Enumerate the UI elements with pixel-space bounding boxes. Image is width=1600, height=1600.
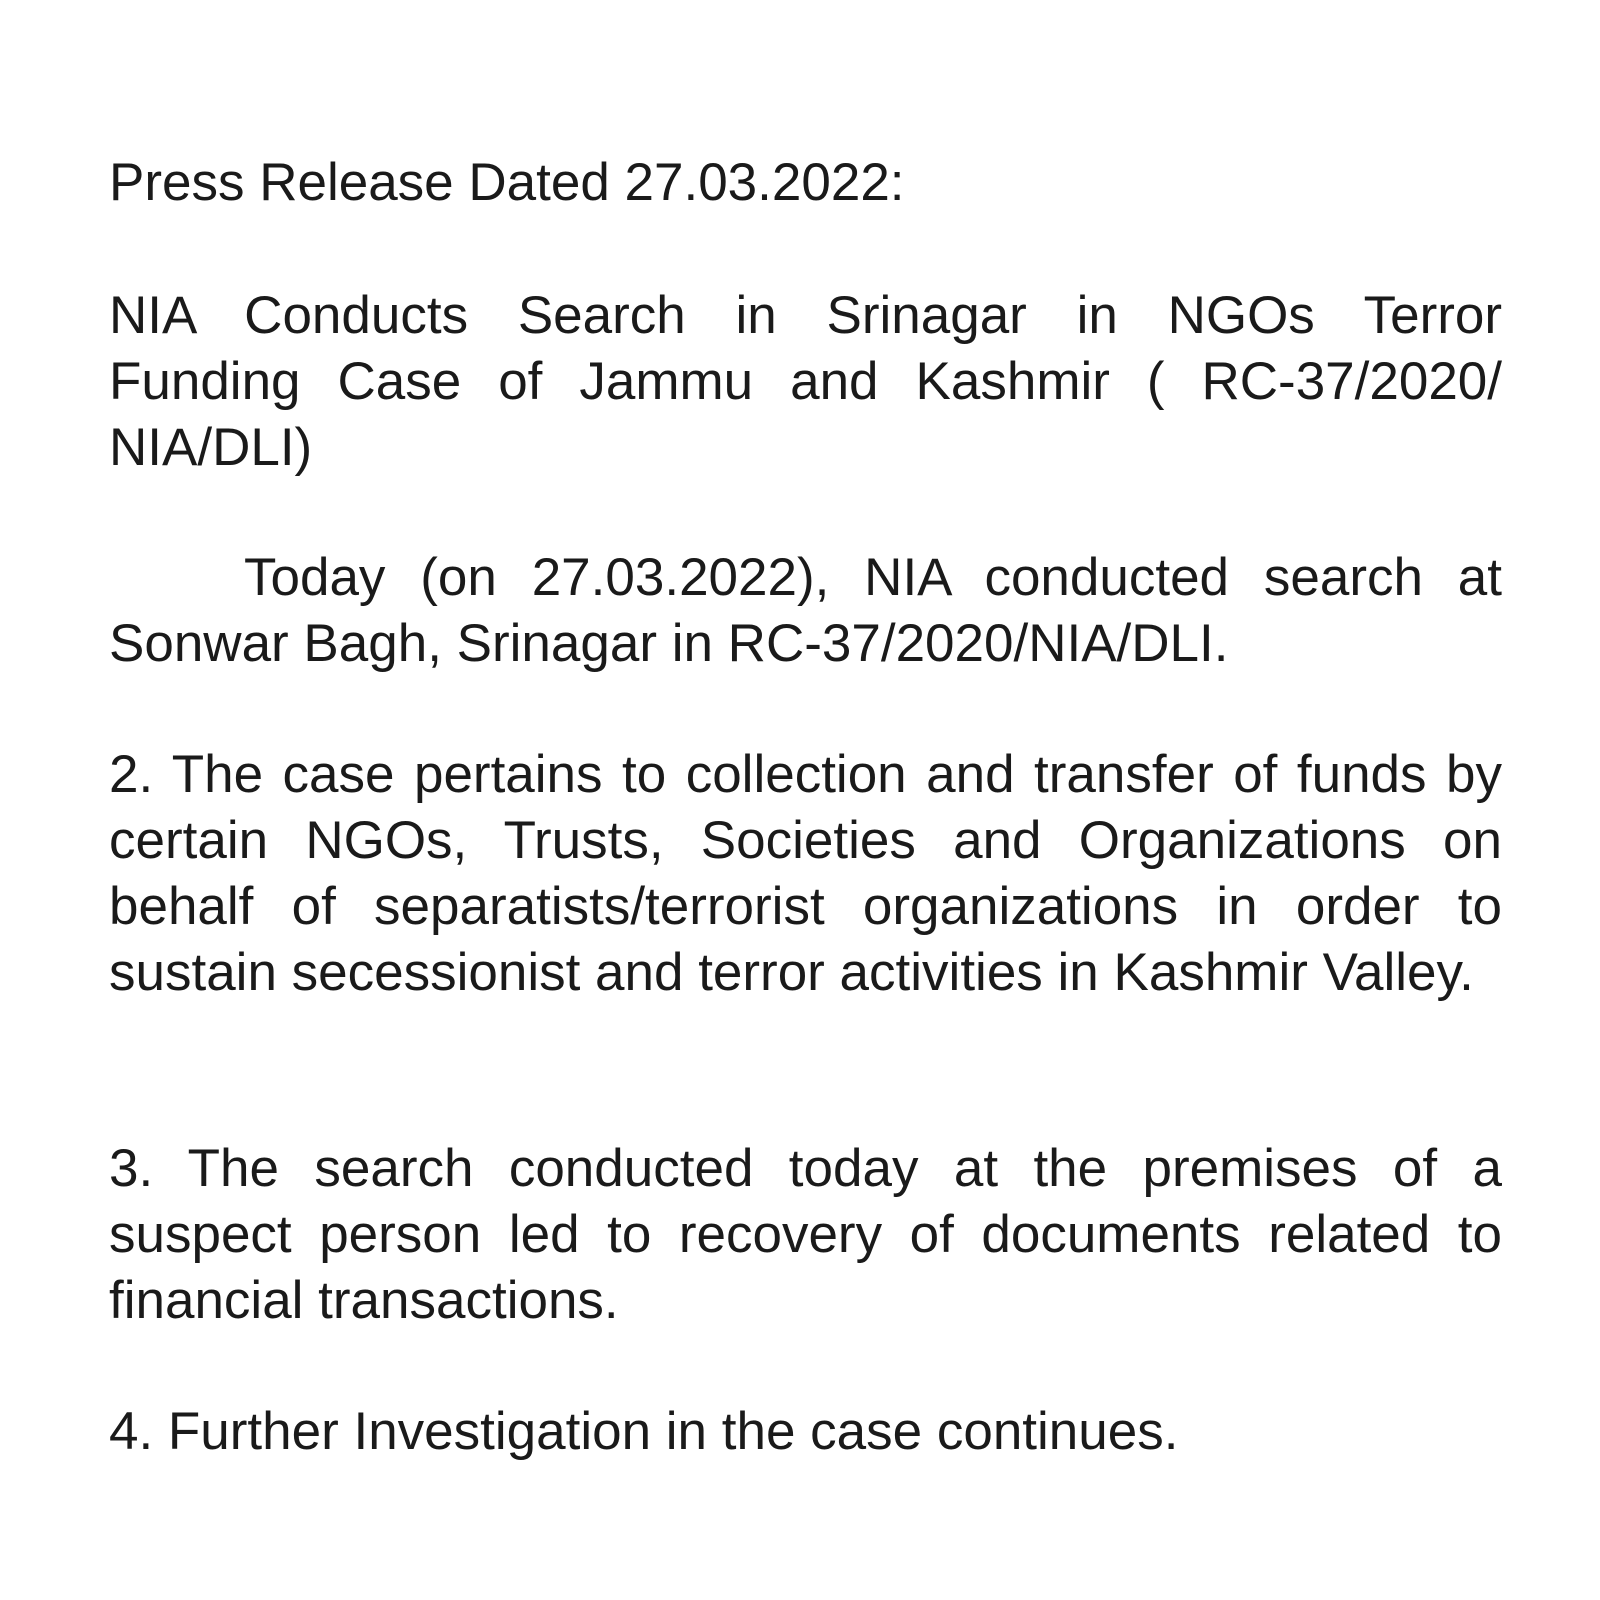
paragraph-intro: Today (on 27.03.2022), NIA conducted search at Sonwar Bagh, Srinagar in RC-37/2020/NIA/DLI. [109, 548, 1502, 673]
paragraph-4-investigation-status: 4. Further Investigation in the case continues. [109, 1402, 1179, 1461]
release-headline: NIA Conducts Search in Srinagar in NGOs Terror Funding Case of Jammu and Kashmir ( RC-37/2020/ NIA/DLI) [109, 286, 1502, 477]
paragraph-2-case-details: 2. The case pertains to collection and transfer of funds by certain NGOs, Trusts, Societies and Organizations on behalf of separatists/terrorist organizations in order to sustain secessionist and terror activities in Kashmir Valley. [109, 745, 1502, 1002]
paragraph-3-search-recovery: 3. The search conducted today at the premises of a suspect person led to recovery of documents related to financial transactions. [109, 1139, 1502, 1330]
release-date-line: Press Release Dated 27.03.2022: [109, 153, 905, 212]
press-release-document [109, 0, 1502, 1600]
